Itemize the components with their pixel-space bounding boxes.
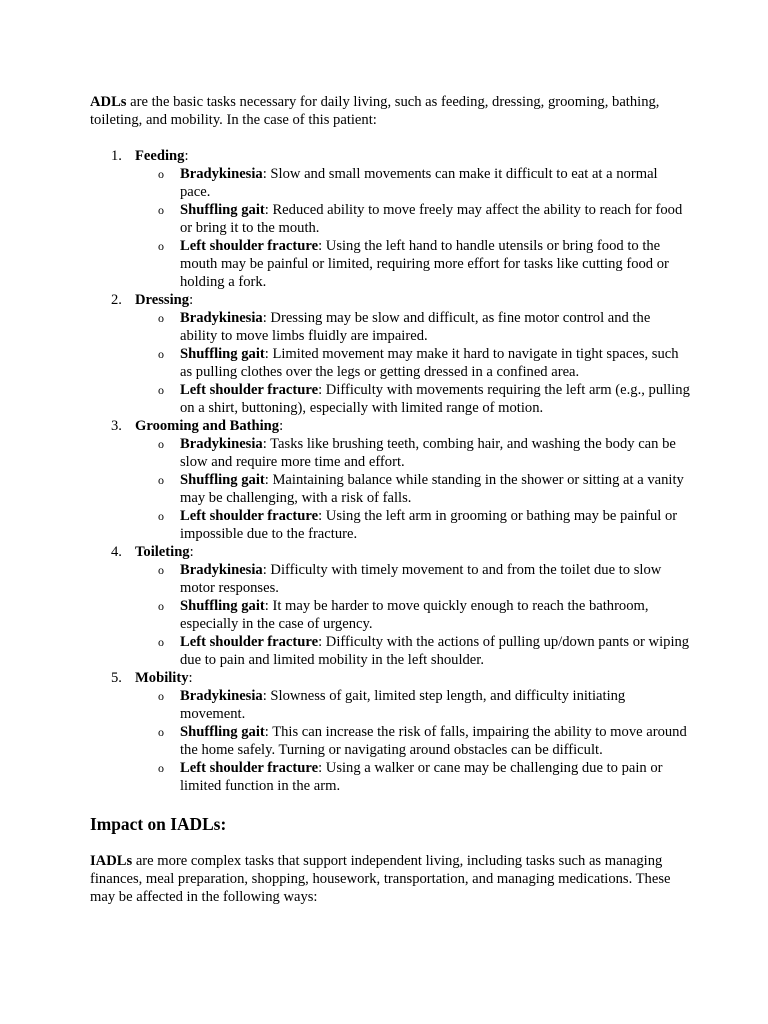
- adl-impact-list: [135, 561, 690, 669]
- bullet-icon: o: [158, 689, 164, 703]
- adl-category-title: Toileting: [135, 544, 190, 560]
- impact-list-item: [135, 723, 690, 759]
- impact-list-item: [135, 633, 690, 669]
- adl-impact-list: [135, 309, 690, 417]
- adl-list-item: [90, 543, 690, 669]
- title-colon: :: [188, 670, 193, 686]
- impact-list-item: [135, 345, 690, 381]
- bullet-icon: o: [158, 437, 164, 451]
- impact-term: Shuffling gait: [180, 346, 265, 362]
- document-page: [90, 93, 690, 906]
- list-number: 4.: [111, 544, 122, 560]
- impact-text: : Difficulty with timely movement to and from the toilet due to slow motor responses.: [180, 562, 662, 596]
- impact-list-item: [135, 561, 690, 597]
- bullet-icon: o: [158, 599, 164, 613]
- adl-impact-list: [135, 435, 690, 543]
- list-number: 5.: [111, 670, 122, 686]
- adl-list-item: [90, 291, 690, 417]
- impact-list-item: [135, 165, 690, 201]
- bullet-icon: o: [158, 563, 164, 577]
- impact-list-item: [135, 759, 690, 795]
- impact-text: : Dressing may be slow and difficult, as fine motor control and the ability to move limbs fluidly are impaired.: [180, 310, 651, 344]
- adl-category-title: Dressing: [135, 292, 190, 308]
- iadl-intro-term: IADLs: [90, 853, 133, 869]
- bullet-icon: o: [158, 347, 164, 361]
- impact-text: : It may be harder to move quickly enough to reach the bathroom, especially in the case of urgency.: [180, 598, 649, 632]
- bullet-icon: o: [158, 311, 164, 325]
- impact-list-item: [135, 471, 690, 507]
- impact-term: Left shoulder fracture: [180, 760, 319, 776]
- impact-term: Shuffling gait: [180, 472, 265, 488]
- adl-list: [90, 147, 690, 795]
- impact-list-item: [135, 237, 690, 291]
- adl-impact-list: [135, 165, 690, 291]
- impact-list-item: [135, 597, 690, 633]
- adl-impact-list: [135, 687, 690, 795]
- iadl-intro-text: are more complex tasks that support independent living, including tasks such as managing finances, meal preparation, shopping, housework, transportation, and managing medications. These may be affected in the following ways:: [90, 853, 671, 905]
- impact-text: : Using a walker or cane may be challenging due to pain or limited function in the arm.: [180, 760, 663, 794]
- list-number: 2.: [111, 292, 122, 308]
- impact-text: : Using the left arm in grooming or bathing may be painful or impossible due to the fracture.: [180, 508, 678, 542]
- adl-category-title: Mobility: [135, 670, 189, 686]
- bullet-icon: o: [158, 761, 164, 775]
- impact-term: Bradykinesia: [180, 310, 263, 326]
- adl-intro-term: ADLs: [90, 94, 127, 110]
- bullet-icon: o: [158, 239, 164, 253]
- iadl-heading: Impact on IADLs:: [90, 814, 227, 834]
- impact-list-item: [135, 309, 690, 345]
- impact-list-item: [135, 381, 690, 417]
- impact-text: : Slowness of gait, limited step length, and difficulty initiating movement.: [180, 688, 626, 722]
- bullet-icon: o: [158, 509, 164, 523]
- bullet-icon: o: [158, 635, 164, 649]
- adl-list-item: [90, 669, 690, 795]
- adl-category-title: Feeding: [135, 148, 185, 164]
- adl-intro-text: are the basic tasks necessary for daily living, such as feeding, dressing, grooming, bathing, toileting, and mobility. In the case of this patient:: [90, 94, 660, 128]
- impact-text: : Reduced ability to move freely may affect the ability to reach for food or bring it to the mouth.: [180, 202, 683, 236]
- title-colon: :: [189, 292, 194, 308]
- list-number: 3.: [111, 418, 122, 434]
- title-colon: :: [184, 148, 189, 164]
- impact-term: Bradykinesia: [180, 562, 263, 578]
- adl-category-title: Grooming and Bathing: [135, 418, 280, 434]
- impact-term: Left shoulder fracture: [180, 508, 319, 524]
- bullet-icon: o: [158, 473, 164, 487]
- impact-text: : Limited movement may make it hard to navigate in tight spaces, such as pulling clothes over the legs or getting dressed in a confined area.: [180, 346, 679, 380]
- impact-term: Left shoulder fracture: [180, 634, 319, 650]
- bullet-icon: o: [158, 725, 164, 739]
- impact-text: : Slow and small movements can make it difficult to eat at a normal pace.: [180, 166, 658, 200]
- impact-list-item: [135, 507, 690, 543]
- impact-term: Shuffling gait: [180, 724, 265, 740]
- impact-term: Left shoulder fracture: [180, 382, 319, 398]
- impact-text: : Difficulty with movements requiring the left arm (e.g., pulling on a shirt, buttoning), especially with limited range of motion.: [180, 382, 690, 416]
- title-colon: :: [279, 418, 284, 434]
- impact-list-item: [135, 201, 690, 237]
- impact-text: : This can increase the risk of falls, impairing the ability to move around the home safely. Turning or navigating around obstacles can be difficult.: [180, 724, 687, 758]
- impact-term: Left shoulder fracture: [180, 238, 319, 254]
- impact-list-item: [135, 435, 690, 471]
- impact-term: Bradykinesia: [180, 166, 263, 182]
- impact-term: Bradykinesia: [180, 688, 263, 704]
- impact-text: : Using the left hand to handle utensils or bring food to the mouth may be painful or limited, requiring more effort for tasks like cutting food or holding a fork.: [180, 238, 669, 290]
- title-colon: :: [189, 544, 194, 560]
- impact-text: : Maintaining balance while standing in the shower or sitting at a vanity may be challenging, with a risk of falls.: [180, 472, 684, 506]
- iadl-intro-paragraph: [90, 852, 690, 906]
- impact-list-item: [135, 687, 690, 723]
- impact-term: Shuffling gait: [180, 202, 265, 218]
- bullet-icon: o: [158, 167, 164, 181]
- list-number: 1.: [111, 148, 122, 164]
- impact-text: : Difficulty with the actions of pulling up/down pants or wiping due to pain and limited mobility in the left shoulder.: [180, 634, 690, 668]
- impact-text: : Tasks like brushing teeth, combing hair, and washing the body can be slow and require more time and effort.: [180, 436, 676, 470]
- bullet-icon: o: [158, 203, 164, 217]
- adl-list-item: [90, 417, 690, 543]
- adl-list-item: [90, 147, 690, 291]
- impact-term: Bradykinesia: [180, 436, 263, 452]
- adl-intro-paragraph: [90, 93, 690, 129]
- impact-term: Shuffling gait: [180, 598, 265, 614]
- bullet-icon: o: [158, 383, 164, 397]
